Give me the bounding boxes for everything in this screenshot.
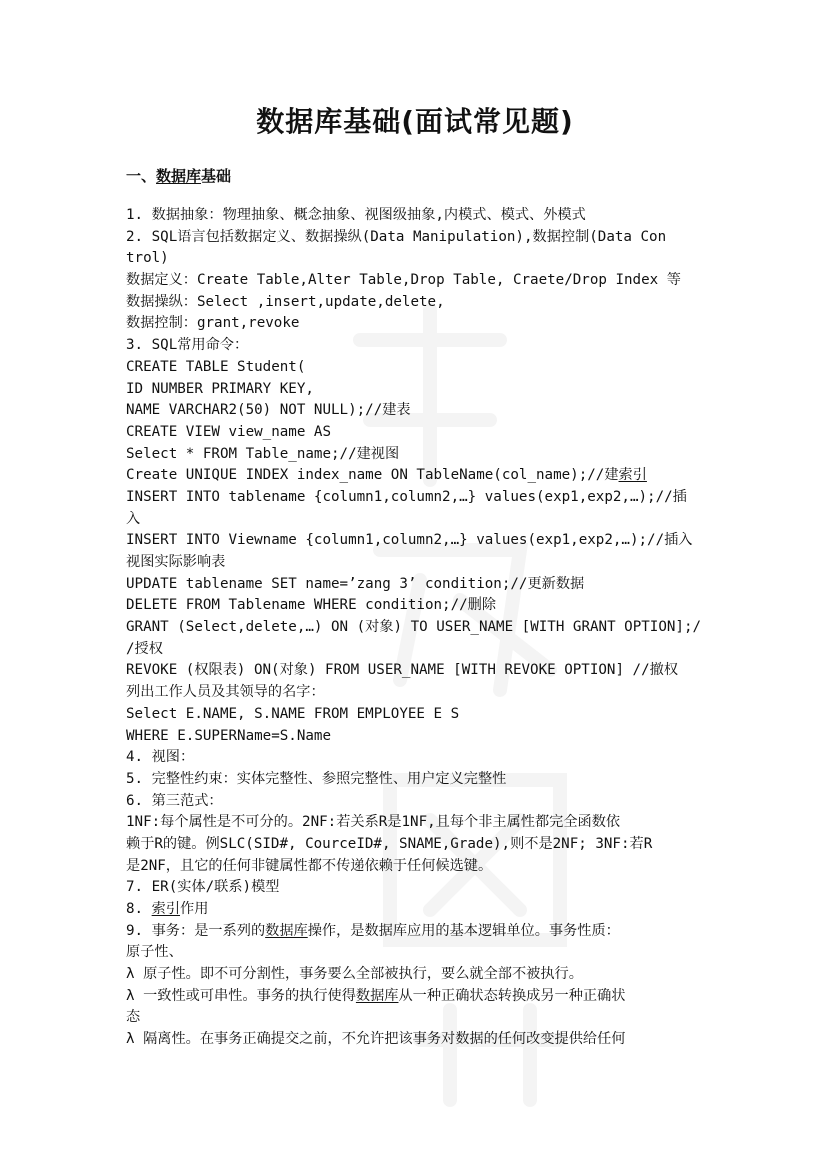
text-segment: 视图实际影响表 xyxy=(126,554,226,570)
text-segment: 数据操纵：Select ,insert,update,delete, xyxy=(126,293,445,310)
text-line xyxy=(126,617,716,639)
text-line xyxy=(126,357,716,379)
section-heading-prefix: 一、 xyxy=(126,167,157,185)
text-line xyxy=(126,444,716,466)
text-line xyxy=(126,921,716,943)
text-segment: WHERE E.SUPERName=S.Name xyxy=(126,727,331,744)
text-line xyxy=(126,1029,716,1051)
text-line xyxy=(126,422,716,444)
text-segment: Select * FROM Table_name;//建视图 xyxy=(126,445,400,462)
text-segment: 从一种正确状态转换成另一种正确状 xyxy=(398,987,626,1004)
text-line xyxy=(126,942,716,964)
text-segment: 列出工作人员及其领导的名字： xyxy=(126,684,325,701)
text-line xyxy=(126,1007,716,1029)
text-line xyxy=(126,899,716,921)
text-segment: λ 隔离性。在事务正确提交之前，不允许把该事务对数据的任何改变提供给任何 xyxy=(126,1031,626,1048)
text-line xyxy=(126,313,716,335)
text-segment: 8. xyxy=(126,901,152,917)
text-segment: trol) xyxy=(126,250,169,267)
section-heading-link[interactable]: 数据库 xyxy=(156,167,202,185)
text-line xyxy=(126,660,716,682)
text-line xyxy=(126,292,716,314)
text-segment: 4. 视图： xyxy=(126,749,195,766)
text-line xyxy=(126,834,716,856)
text-segment: 6. 第三范式： xyxy=(126,792,223,809)
text-line xyxy=(126,509,716,531)
text-segment: 原子性、 xyxy=(126,944,183,961)
text-segment: GRANT (Select,delete,…) ON (对象) TO USER_NAME [WITH GRANT OPTION];/ xyxy=(126,619,702,636)
text-line xyxy=(126,704,716,726)
text-segment: 数据控制：grant,revoke xyxy=(126,315,300,332)
text-line xyxy=(126,574,716,596)
text-segment: 2. SQL语言包括数据定义、数据操纵(Data Manipulation),数据控制(Data Con xyxy=(126,228,667,245)
text-segment: 作用 xyxy=(180,901,209,917)
text-line xyxy=(126,639,716,661)
text-line xyxy=(126,552,716,574)
text-segment: 1NF:每个属性是不可分的。2NF:若关系R是1NF,且每个非主属性都完全函数依 xyxy=(126,814,621,831)
text-segment: REVOKE (权限表) ON(对象) FROM USER_NAME [WITH REVOKE OPTION] //撤权 xyxy=(126,662,679,679)
text-segment: 7. ER(实体/联系)模型 xyxy=(126,879,280,896)
section-heading xyxy=(126,165,231,186)
text-segment: 1. 数据抽象：物理抽象、概念抽象、视图级抽象,内模式、模式、外模式 xyxy=(126,207,586,223)
text-segment: 是2NF，且它的任何非键属性都不传递依赖于任何候选键。 xyxy=(126,857,493,874)
text-segment: Select E.NAME, S.NAME FROM EMPLOYEE E S xyxy=(126,705,460,722)
text-line xyxy=(126,856,716,878)
section-heading-suffix: 基础 xyxy=(201,167,232,185)
keyword-link[interactable]: 数据库 xyxy=(265,922,308,939)
text-segment: CREATE VIEW view_name AS xyxy=(126,423,331,440)
text-line xyxy=(126,248,716,270)
text-line xyxy=(126,812,716,834)
text-line xyxy=(126,595,716,617)
text-line xyxy=(126,270,716,292)
text-segment: 9. 事务：是一系列的 xyxy=(126,922,266,939)
text-line xyxy=(126,964,716,986)
text-segment: λ 一致性或可串性。事务的执行使得 xyxy=(126,987,356,1004)
text-segment: /授权 xyxy=(126,640,163,657)
text-segment: 操作，是数据库应用的基本逻辑单位。事务性质： xyxy=(307,922,620,939)
page-title: 数据库基础(面试常见题) xyxy=(256,105,574,138)
text-line xyxy=(126,986,716,1008)
text-segment: INSERT INTO tablename {column1,column2,…} values(exp1,exp2,…);//插 xyxy=(126,488,687,505)
text-line xyxy=(126,747,716,769)
text-segment: 态 xyxy=(126,1009,141,1026)
text-segment: 5. 完整性约束：实体完整性、参照完整性、用户定义完整性 xyxy=(126,770,507,787)
text-line xyxy=(126,487,716,509)
text-segment: DELETE FROM Tablename WHERE condition;//删除 xyxy=(126,597,497,614)
text-segment: 赖于R的键。例SLC(SID#, CourceID#, SNAME,Grade),则不是2NF; 3NF:若R xyxy=(126,835,653,852)
text-segment: 入 xyxy=(126,510,141,527)
text-segment: ID NUMBER PRIMARY KEY, xyxy=(126,380,314,397)
text-line xyxy=(126,682,716,704)
text-line xyxy=(126,335,716,357)
keyword-link[interactable]: 索引 xyxy=(618,467,647,484)
text-line xyxy=(126,205,716,227)
text-segment: λ 原子性。即不可分割性，事务要么全部被执行，要么就全部不被执行。 xyxy=(126,966,583,983)
text-line xyxy=(126,379,716,401)
keyword-link[interactable]: 数据库 xyxy=(355,987,399,1004)
text-segment: NAME VARCHAR2(50) NOT NULL);//建表 xyxy=(126,402,411,419)
text-line xyxy=(126,877,716,899)
text-line xyxy=(126,726,716,748)
keyword-link[interactable]: 索引 xyxy=(151,901,181,917)
text-line xyxy=(126,465,716,487)
text-line xyxy=(126,400,716,422)
text-segment: 数据定义：Create Table,Alter Table,Drop Table, Craete/Drop Index 等 xyxy=(126,272,681,289)
text-line xyxy=(126,791,716,813)
text-segment: CREATE TABLE Student( xyxy=(126,358,306,375)
document-body xyxy=(126,205,716,1051)
text-segment: UPDATE tablename SET name=’zang 3’ condition;//更新数据 xyxy=(126,575,585,592)
text-segment: INSERT INTO Viewname {column1,column2,…} values(exp1,exp2,…);//插入 xyxy=(126,532,693,549)
text-segment: Create UNIQUE INDEX index_name ON TableName(col_name);//建 xyxy=(126,467,619,484)
text-line xyxy=(126,530,716,552)
text-line xyxy=(126,227,716,249)
text-line xyxy=(126,769,716,791)
text-segment: 3. SQL常用命令： xyxy=(126,337,249,354)
